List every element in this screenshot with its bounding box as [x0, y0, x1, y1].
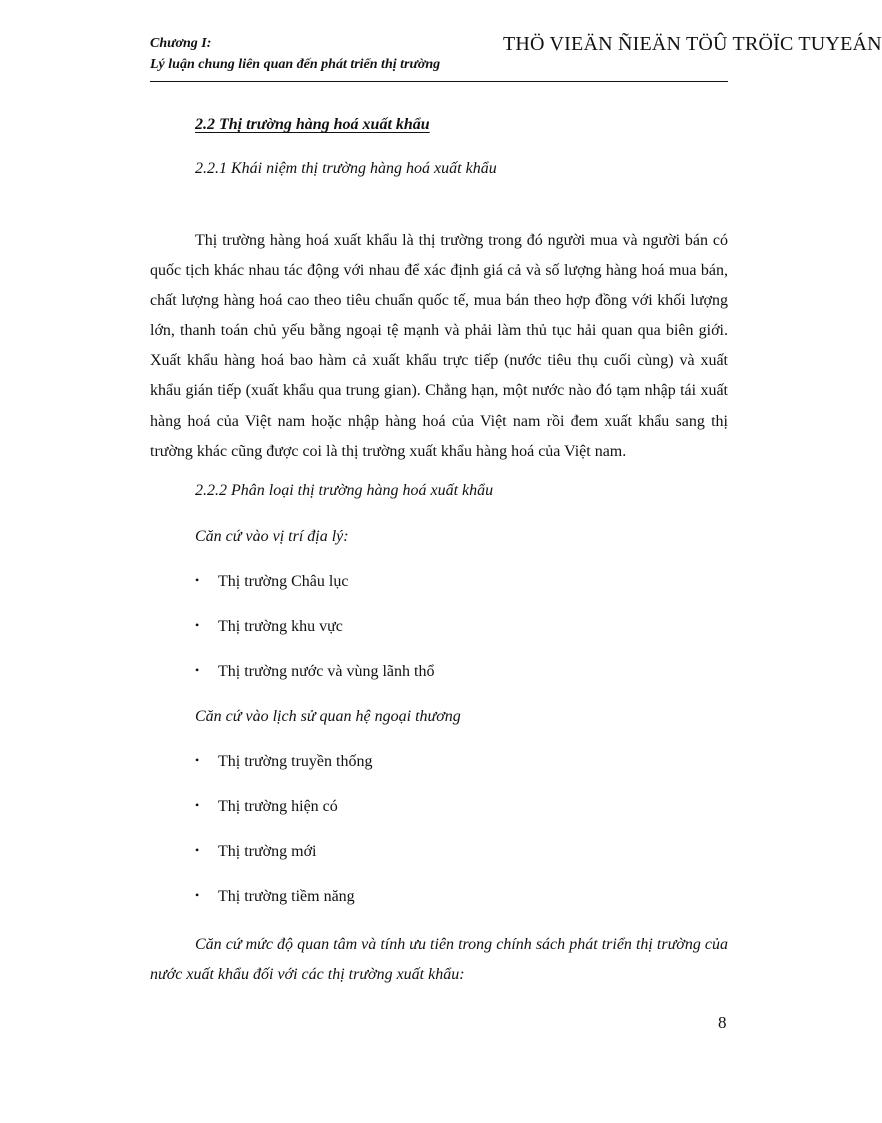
list-item-text: Thị trường khu vực [218, 618, 343, 635]
subsection-title-classification: 2.2.2 Phân loại thị trường hàng hoá xuất khẩu [195, 482, 494, 499]
list-item-text: Thị trường mới [218, 843, 317, 860]
list-item [195, 798, 338, 816]
criteria-history-heading: Căn cứ vào lịch sử quan hệ ngoại thương [195, 708, 461, 725]
list-item [195, 618, 343, 636]
bullet-icon: • [195, 843, 200, 857]
list-item-text: Thị trường hiện có [218, 798, 338, 815]
definition-paragraph: Thị trường hàng hoá xuất khẩu là thị trường trong đó người mua và người bán có quốc tịch khác nhau tác động với nhau để xác định giá cả và số lượng hàng hoá mua bán, chất lượng hàng hoá cao theo tiêu chuẩn quốc tế, mua bán theo hợp đồng với khối lượng lớn, thanh toán chủ yếu bằng ngoại tệ mạnh và phải làm thủ tục hải quan qua biên giới. Xuất khẩu hàng hoá bao hàm cả xuất khẩu trực tiếp (nước tiêu thụ cuối cùng) và xuất khẩu gián tiếp (xuất khẩu qua trung gian). Chẳng hạn, một nước nào đó tạm nhập tái xuất hàng hoá của Việt nam hoặc nhập hàng hoá của Việt nam rồi đem xuất khẩu sang thị trường khác cũng được coi là thị trường xuất khẩu hàng hoá của Việt nam. [150, 232, 728, 460]
bullet-icon: • [195, 888, 200, 902]
list-item-text: Thị trường Châu lục [218, 573, 349, 590]
page-number: 8 [718, 1013, 727, 1032]
list-item-text: Thị trường tiềm năng [218, 888, 355, 905]
library-watermark: THÖ VIEÄN ÑIEÄN TÖÛ TRÖÏC TUYEÁN [503, 33, 882, 55]
bullet-icon: • [195, 663, 200, 677]
bullet-icon: • [195, 798, 200, 812]
chapter-subtitle: Lý luận chung liên quan đến phát triển thị trường [150, 57, 441, 72]
section-title: 2.2 Thị trường hàng hoá xuất khẩu [195, 116, 430, 133]
list-item [195, 573, 348, 591]
bullet-icon: • [195, 573, 200, 587]
bullet-icon: • [195, 618, 200, 632]
chapter-label: Chương I: [150, 36, 212, 51]
list-item-text: Thị trường nước và vùng lãnh thổ [218, 663, 435, 680]
list-item [195, 753, 372, 771]
header-divider [150, 81, 728, 82]
bullet-icon: • [195, 753, 200, 767]
list-item [195, 843, 316, 861]
list-item-text: Thị trường truyền thống [218, 753, 373, 770]
criteria-geography-heading: Căn cứ vào vị trí địa lý: [195, 528, 349, 545]
criteria-priority-paragraph: Căn cứ mức độ quan tâm và tính ưu tiên trong chính sách phát triển thị trường của nước xuất khẩu đối với các thị trường xuất khẩu: [150, 936, 728, 984]
list-item [195, 888, 355, 906]
list-item [195, 663, 434, 681]
subsection-title-definition: 2.2.1 Khái niệm thị trường hàng hoá xuất khẩu [195, 160, 497, 177]
